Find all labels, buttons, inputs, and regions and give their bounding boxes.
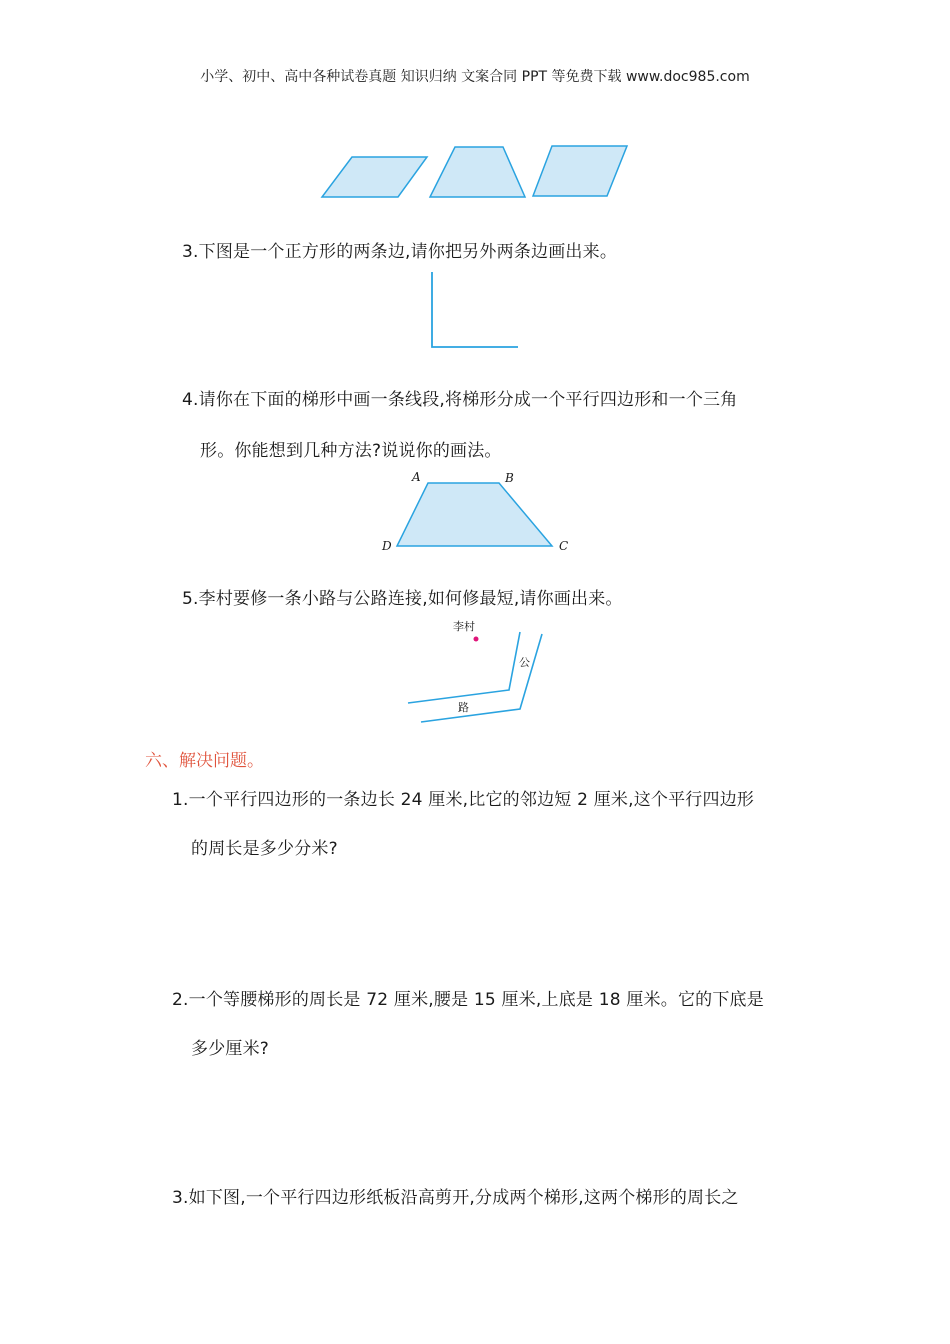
village-label: 李村 xyxy=(453,620,475,633)
problem-1-line2: 的周长是多少分米? xyxy=(191,839,338,859)
problem-1 xyxy=(172,785,754,810)
question-text-line1: 如下图,一个平行四边形纸板沿高剪开,分成两个梯形,这两个梯形的周长之 xyxy=(188,1188,739,1208)
question-4 xyxy=(182,385,737,410)
square-two-edges xyxy=(432,272,518,347)
page-header: 小学、初中、高中各种试卷真题 知识归纳 文案合同 PPT 等免费下载 www.doc985.com xyxy=(200,69,750,85)
vertex-label-a: A xyxy=(412,470,421,484)
village-dot xyxy=(474,637,479,642)
trapezoid-abcd xyxy=(397,483,552,546)
question-4-line2: 形。你能想到几种方法?说说你的画法。 xyxy=(200,441,502,461)
trapezoid-shape-top xyxy=(430,147,525,197)
question-text: 下图是一个正方形的两条边,请你把另外两条边画出来。 xyxy=(198,242,618,262)
road-label-lu: 路 xyxy=(458,701,469,714)
question-number: 3. xyxy=(182,242,199,262)
parallelogram-shape-2 xyxy=(533,146,627,196)
problem-2 xyxy=(172,985,764,1010)
vertex-label-d: D xyxy=(382,539,392,553)
vertex-label-b: B xyxy=(505,471,514,485)
problem-3 xyxy=(172,1183,739,1208)
section-6-title: 六、解决问题。 xyxy=(145,751,264,771)
parallelogram-shape-1 xyxy=(322,157,427,197)
question-number: 3. xyxy=(172,1188,189,1208)
road-label-gong: 公 xyxy=(519,656,530,669)
question-text-line1: 一个等腰梯形的周长是 72 厘米,腰是 15 厘米,上底是 18 厘米。它的下底是 xyxy=(188,990,764,1010)
question-number: 5. xyxy=(182,589,199,609)
question-number: 2. xyxy=(172,990,189,1010)
question-number: 4. xyxy=(182,390,199,410)
question-text: 李村要修一条小路与公路连接,如何修最短,请你画出来。 xyxy=(198,589,623,609)
road-inner-edge xyxy=(408,632,520,703)
vertex-label-c: C xyxy=(559,539,569,553)
question-text-line1: 请你在下面的梯形中画一条线段,将梯形分成一个平行四边形和一个三角 xyxy=(198,390,738,410)
question-number: 1. xyxy=(172,790,189,810)
question-5 xyxy=(182,584,623,609)
problem-2-line2: 多少厘米? xyxy=(191,1039,270,1059)
question-text-line1: 一个平行四边形的一条边长 24 厘米,比它的邻边短 2 厘米,这个平行四边形 xyxy=(188,790,755,810)
road-outer-edge xyxy=(421,634,542,722)
question-3 xyxy=(182,237,617,262)
